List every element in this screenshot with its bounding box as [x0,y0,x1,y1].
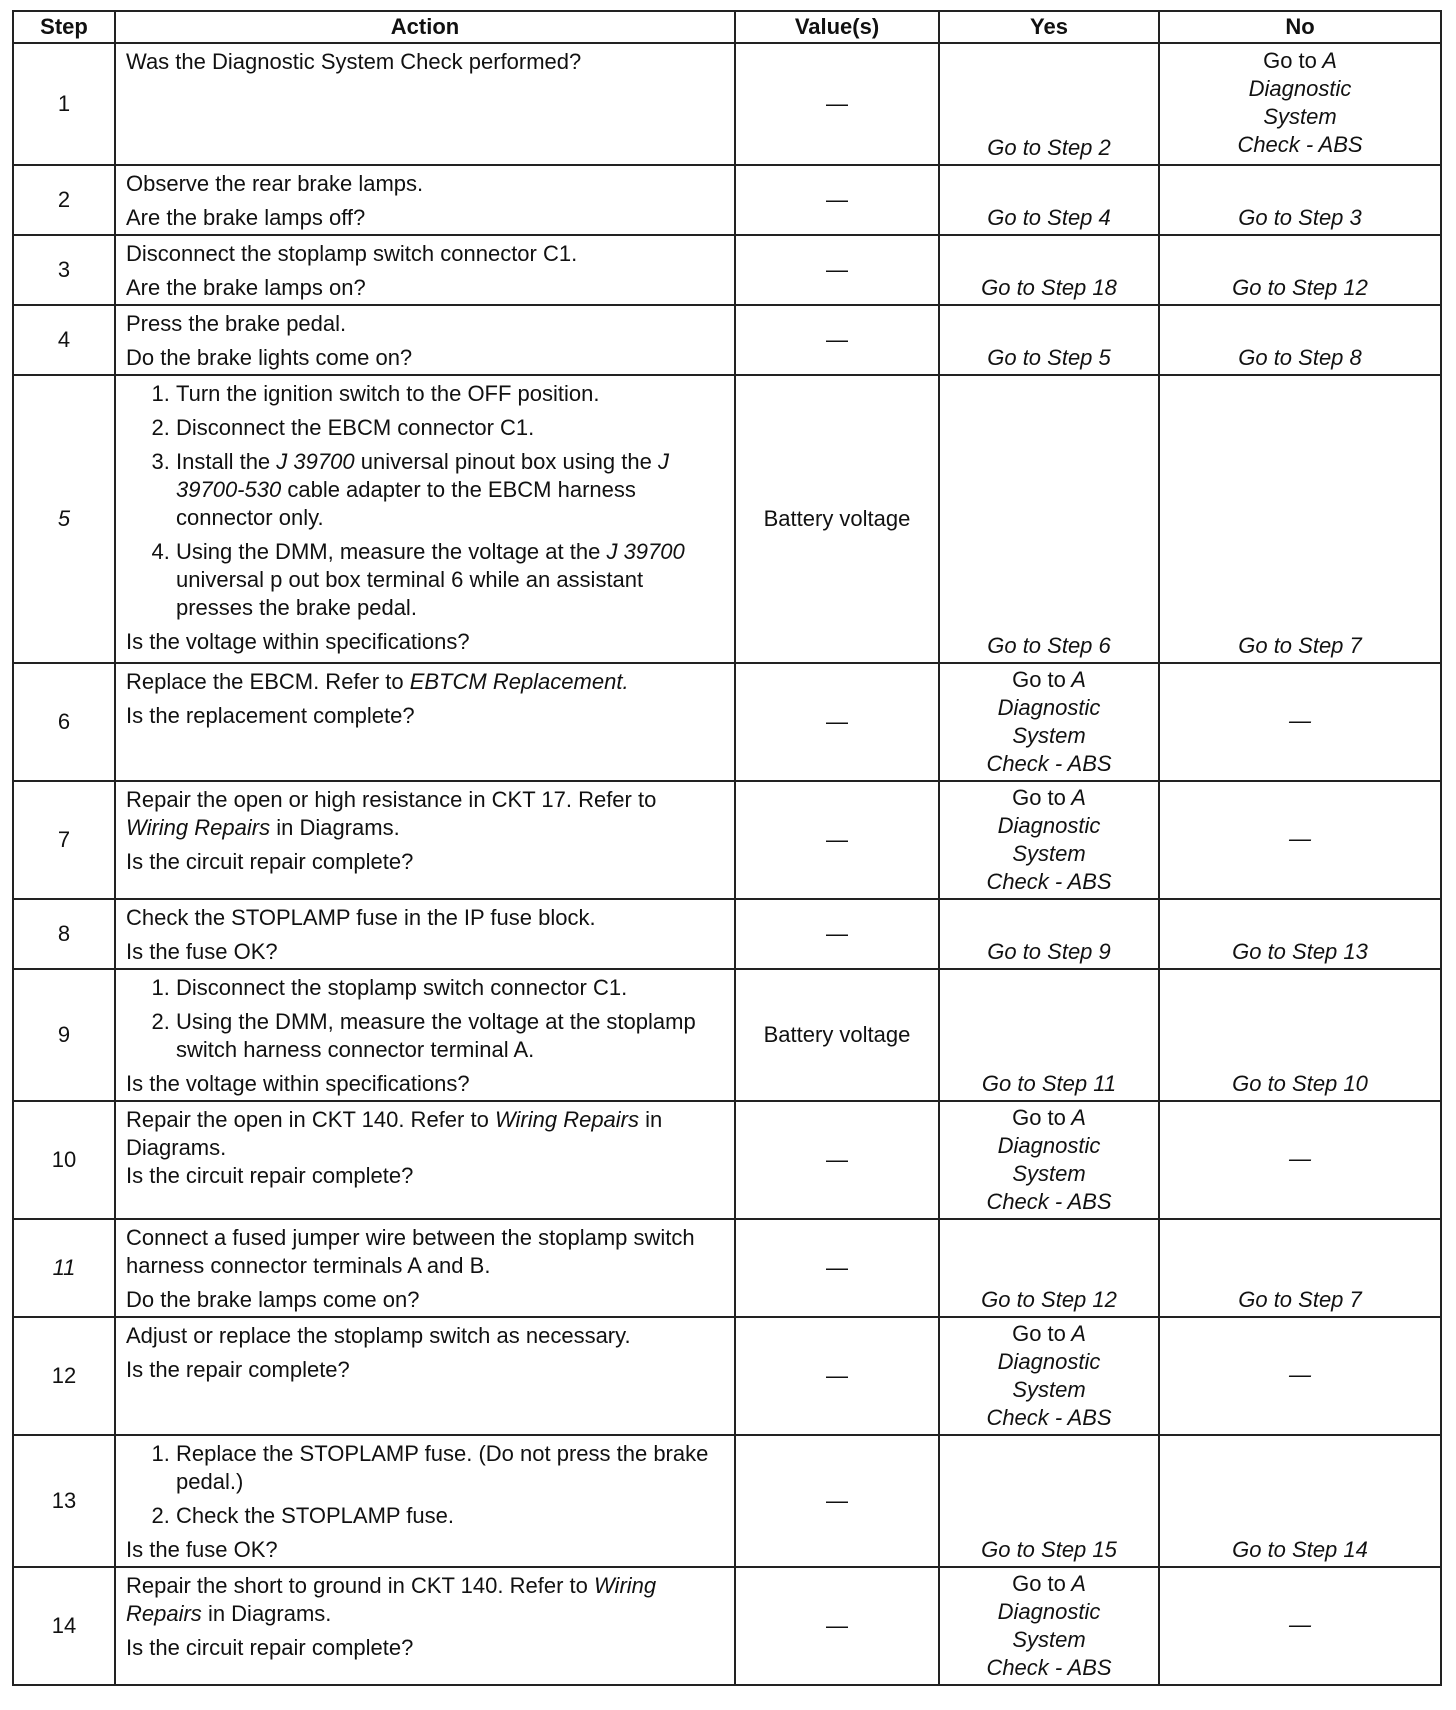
table-row [13,1567,1441,1685]
yes-cell: Go to Step 15 [939,1435,1159,1567]
no-cell: Go to Step 3 [1159,165,1441,235]
action-cell [115,969,735,1101]
step-number: 3 [13,235,115,305]
action-cell: Repair the open or high resistance in CKT 17. Refer to Wiring Repairs in Diagrams. Is the circuit repair complete? [115,781,735,899]
action-question: Are the brake lamps on? [126,275,366,300]
list-item: 1. Replace the STOPLAMP fuse. (Do not press the brake pedal.) [176,1440,724,1496]
action-question: Is the voltage within specifications? [126,1071,470,1096]
step-number: 8 [13,899,115,969]
action-question: Is the circuit repair complete? [126,1635,414,1660]
list-item: 2. Disconnect the EBCM connector C1. [176,414,724,442]
action-cell: Check the STOPLAMP fuse in the IP fuse block. Is the fuse OK? [115,899,735,969]
step-number: 14 [13,1567,115,1685]
value-cell: — [735,1317,939,1435]
action-question: Is the repair complete? [126,1357,350,1382]
action-cell: Adjust or replace the stoplamp switch as necessary. Is the repair complete? [115,1317,735,1435]
yes-cell: Go to Step 9 [939,899,1159,969]
value-cell: — [735,781,939,899]
yes-cell: Go to Step 6 [939,375,1159,663]
step-number: 10 [13,1101,115,1219]
action-question: Is the fuse OK? [126,1537,278,1562]
action-cell: Repair the short to ground in CKT 140. Refer to Wiring Repairs in Diagrams. Is the circuit repair complete? [115,1567,735,1685]
action-cell: Repair the open in CKT 140. Refer to Wiring Repairs in Diagrams. Is the circuit repair complete? [115,1101,735,1219]
yes-cell: Go to A Diagnostic System Check - ABS [939,781,1159,899]
table-row [13,1101,1441,1219]
action-question: Is the circuit repair complete? [126,849,414,874]
list-item: 3. Install the J 39700 universal pinout box using the J 39700-530 cable adapter to the EBCM harness connector only. [176,448,724,532]
list-item: 2. Using the DMM, measure the voltage at the stoplamp switch harness connector terminal A. [176,1008,724,1064]
no-cell: Go to Step 7 [1159,1219,1441,1317]
action-question: Are the brake lamps off? [126,205,366,230]
value-cell: — [735,663,939,781]
step-number: 1 [13,43,115,165]
action-cell: Disconnect the stoplamp switch connector C1. Are the brake lamps on? [115,235,735,305]
table-row [13,899,1441,969]
table-row [13,1435,1441,1567]
table-row [13,781,1441,899]
step-number: 11 [13,1219,115,1317]
yes-cell: Go to Step 2 [939,43,1159,165]
header-step: Step [13,11,115,43]
action-cell [115,375,735,663]
yes-cell: Go to Step 12 [939,1219,1159,1317]
value-cell: Battery voltage [735,969,939,1101]
yes-cell: Go to A Diagnostic System Check - ABS [939,1317,1159,1435]
value-cell: — [735,899,939,969]
no-cell: Go to Step 10 [1159,969,1441,1101]
yes-cell: Go to Step 5 [939,305,1159,375]
no-cell: Go to Step 14 [1159,1435,1441,1567]
header-row [13,11,1441,43]
no-cell: Go to Step 8 [1159,305,1441,375]
header-action: Action [115,11,735,43]
no-cell: — [1159,1567,1441,1685]
step-number: 5 [13,375,115,663]
action-list [126,380,724,622]
action-cell [115,43,735,165]
value-cell: Battery voltage [735,375,939,663]
action-question: Do the brake lights come on? [126,345,413,370]
yes-cell: Go to Step 4 [939,165,1159,235]
table-row [13,1219,1441,1317]
list-item: 4. Using the DMM, measure the voltage at the J 39700 universal p out box terminal 6 while an assistant presses the brake pedal. [176,538,724,622]
yes-cell: Go to Step 18 [939,235,1159,305]
no-cell: — [1159,781,1441,899]
step-number: 7 [13,781,115,899]
action-question: Is the replacement complete? [126,703,415,728]
step-number: 4 [13,305,115,375]
table-row [13,235,1441,305]
yes-cell: Go to A Diagnostic System Check - ABS [939,1101,1159,1219]
table-row [13,663,1441,781]
action-list [126,974,724,1064]
action-cell: Observe the rear brake lamps. Are the brake lamps off? [115,165,735,235]
list-item: 1. Turn the ignition switch to the OFF position. [176,380,724,408]
header-no: No [1159,11,1441,43]
table-row [13,165,1441,235]
value-cell: — [735,1435,939,1567]
step-number: 12 [13,1317,115,1435]
action-question: Is the voltage within specifications? [126,629,470,654]
value-cell: — [735,165,939,235]
value-cell: — [735,305,939,375]
value-cell: — [735,235,939,305]
action-cell: Connect a fused jumper wire between the stoplamp switch harness connector terminals A and B. Do the brake lamps come on? [115,1219,735,1317]
no-cell: — [1159,1101,1441,1219]
step-number: 2 [13,165,115,235]
table-row [13,969,1441,1101]
table-row [13,1317,1441,1435]
diagnostic-table-sheet [12,10,1440,1686]
no-cell: Go to A Diagnostic System Check - ABS [1159,43,1441,165]
list-item: 2. Check the STOPLAMP fuse. [176,1502,724,1530]
table-row [13,43,1441,165]
action-cell: Replace the EBCM. Refer to EBTCM Replacement. Is the replacement complete? [115,663,735,781]
action-cell: Press the brake pedal. Do the brake lights come on? [115,305,735,375]
diagnostic-table [12,10,1442,1686]
no-cell: — [1159,663,1441,781]
value-cell: — [735,43,939,165]
no-cell: Go to Step 13 [1159,899,1441,969]
table-row [13,375,1441,663]
yes-cell: Go to Step 11 [939,969,1159,1101]
action-question: Is the fuse OK? [126,939,278,964]
action-question: Was the Diagnostic System Check performed? [126,49,582,74]
value-cell: — [735,1567,939,1685]
action-question: Is the circuit repair complete? [126,1163,414,1188]
step-number: 9 [13,969,115,1101]
header-yes: Yes [939,11,1159,43]
value-cell: — [735,1101,939,1219]
step-number: 6 [13,663,115,781]
action-question: Do the brake lamps come on? [126,1287,420,1312]
no-cell: Go to Step 12 [1159,235,1441,305]
action-list [126,1440,724,1530]
yes-cell: Go to A Diagnostic System Check - ABS [939,663,1159,781]
value-cell: — [735,1219,939,1317]
action-cell [115,1435,735,1567]
table-row [13,305,1441,375]
no-cell: Go to Step 7 [1159,375,1441,663]
header-values: Value(s) [735,11,939,43]
yes-cell: Go to A Diagnostic System Check - ABS [939,1567,1159,1685]
list-item: 1. Disconnect the stoplamp switch connector C1. [176,974,724,1002]
step-number: 13 [13,1435,115,1567]
no-cell: — [1159,1317,1441,1435]
